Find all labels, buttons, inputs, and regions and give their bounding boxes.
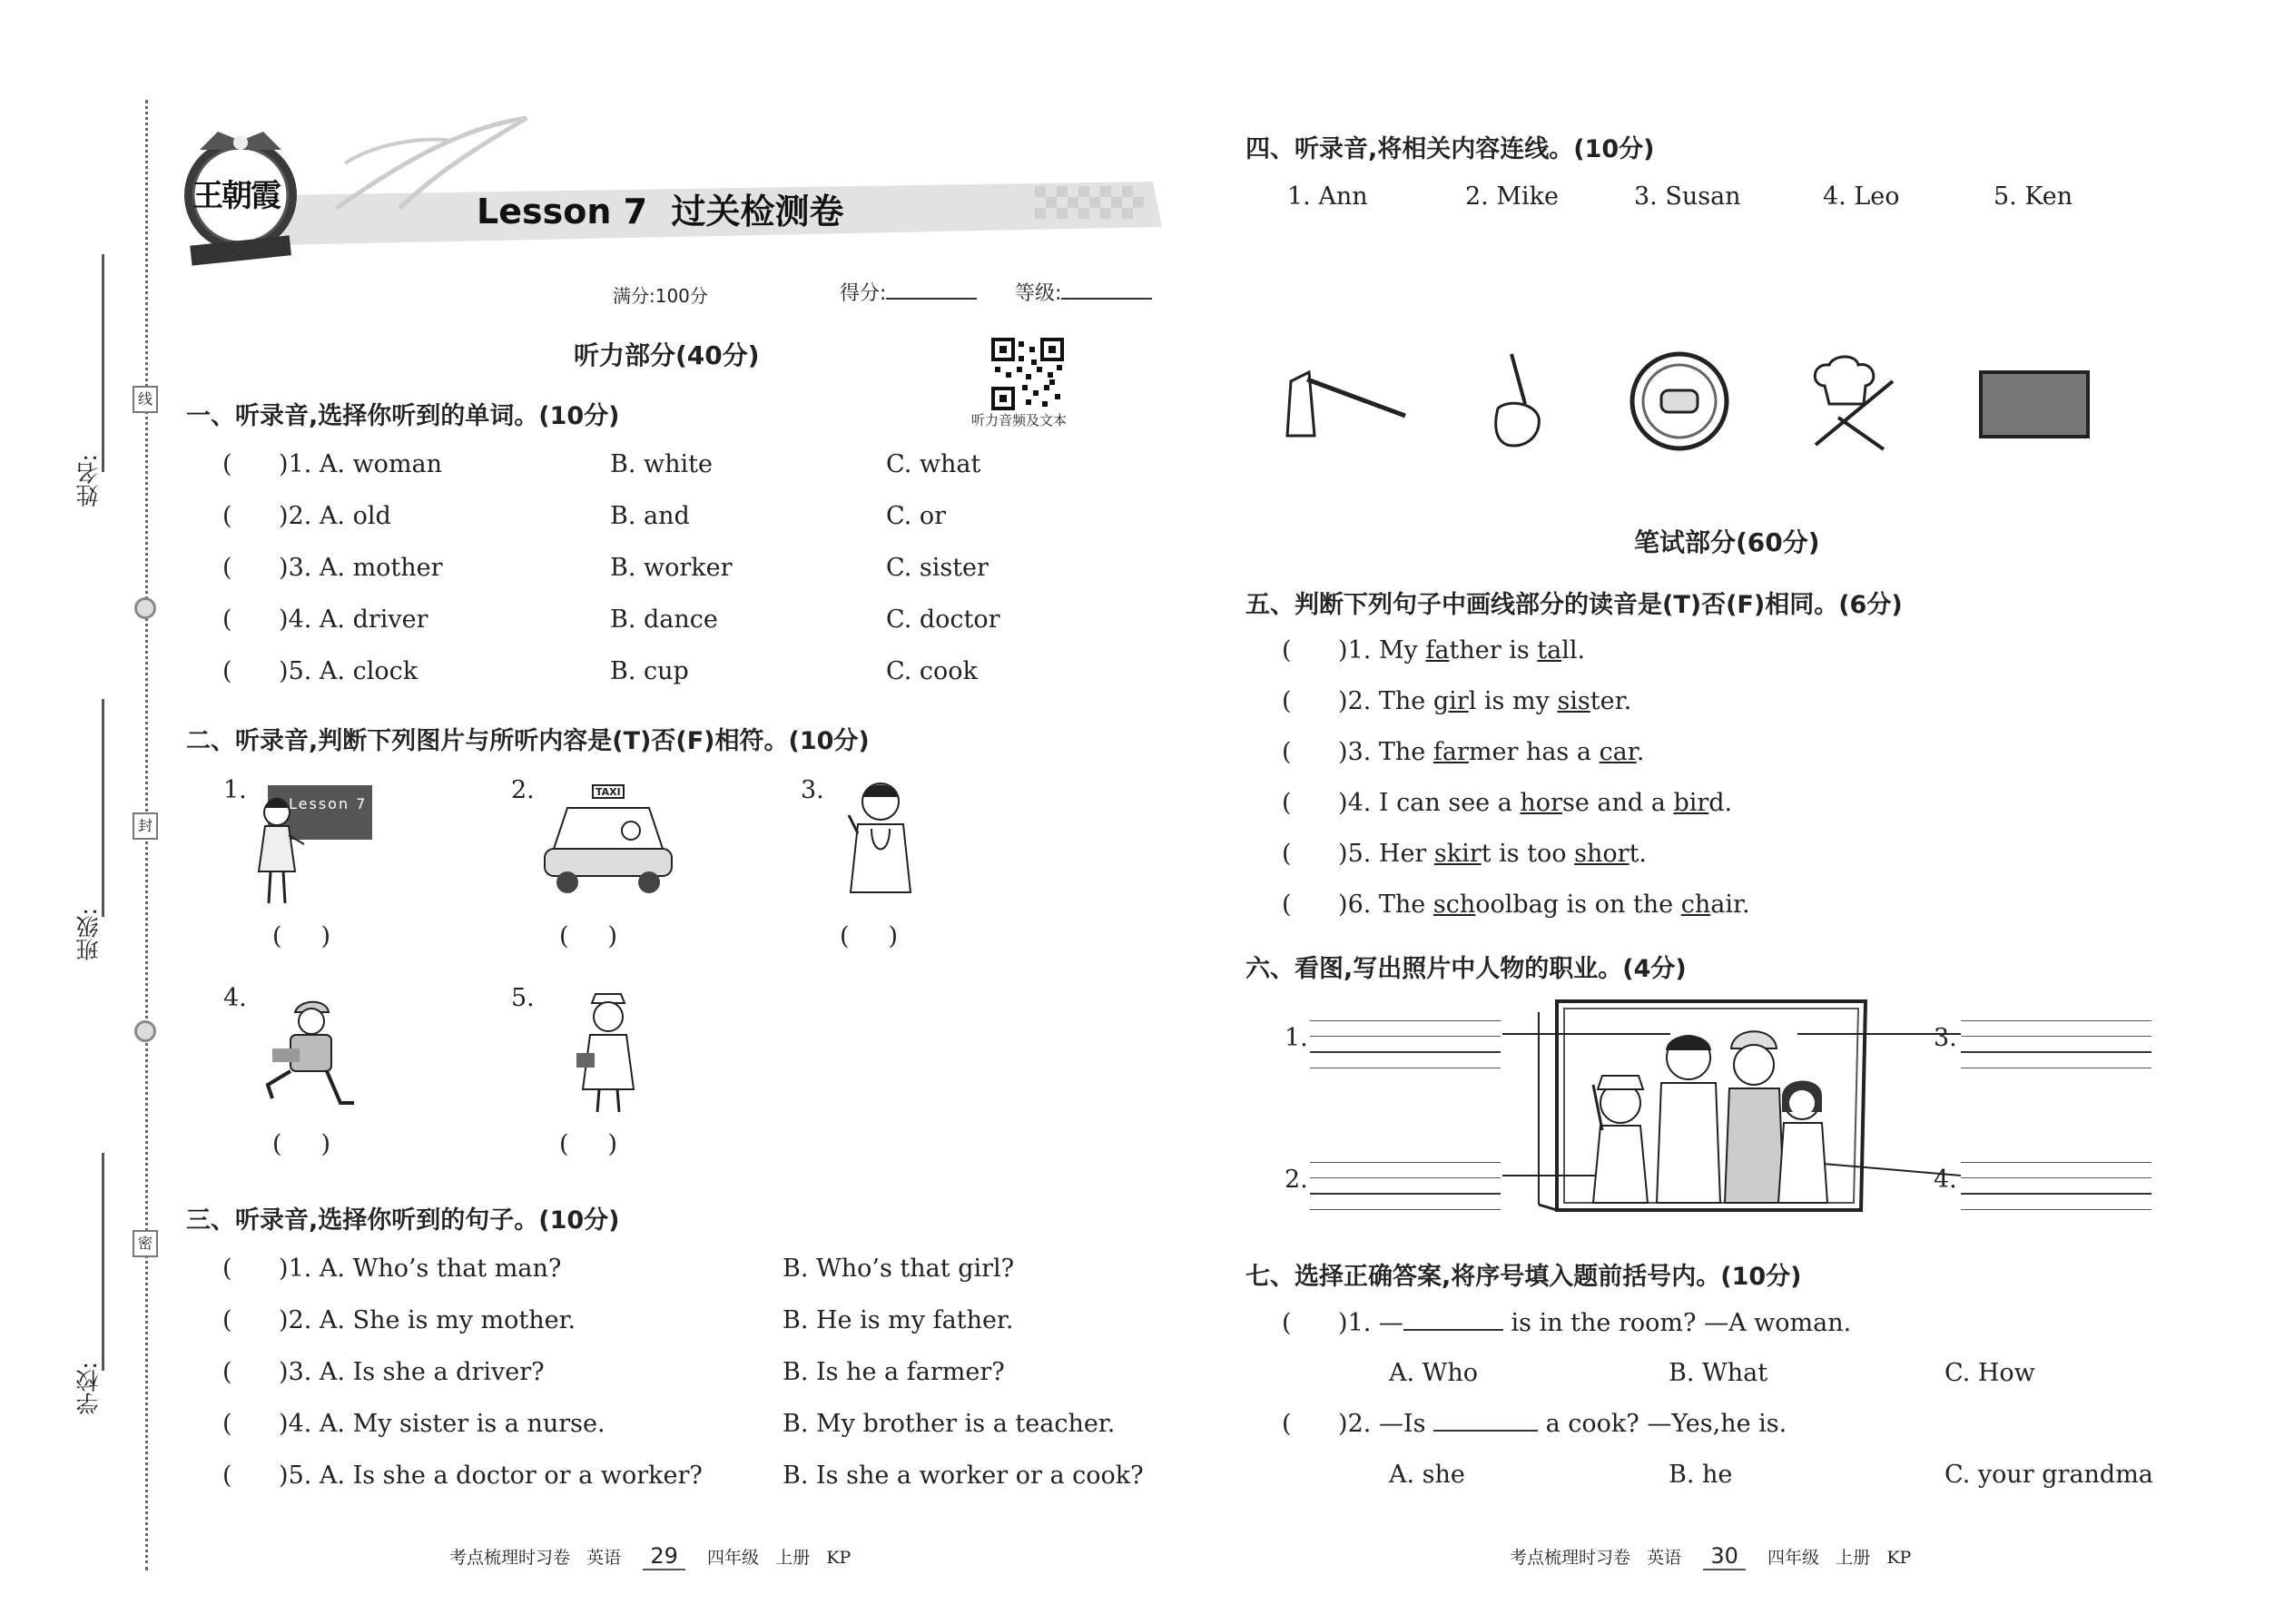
answer-bracket[interactable]: ( )	[559, 1130, 617, 1158]
sentence-mid: oolbag is on the	[1475, 891, 1681, 919]
grade-blank[interactable]	[1061, 298, 1152, 300]
underlined-part: hor	[1520, 789, 1562, 817]
syringe-hand-image[interactable]	[1471, 349, 1552, 454]
answer-bracket[interactable]: (	[1282, 636, 1339, 664]
part1-row-3-b: B. worker	[610, 554, 733, 582]
blackboard-image[interactable]	[1979, 370, 2090, 438]
doctor-image	[831, 779, 930, 906]
part1-row-5-b: B. cup	[610, 657, 689, 685]
part3-heading: 三、听录音,选择你听到的句子。(10分)	[186, 1206, 620, 1235]
writing-lines-2[interactable]	[1310, 1147, 1501, 1210]
footer-grade: 四年级	[1767, 1548, 1820, 1568]
steering-wheel-image[interactable]	[1625, 349, 1734, 454]
match-name-1[interactable]: 1. Ann	[1287, 182, 1368, 211]
option-a: )1. A. woman	[279, 450, 443, 478]
q2-option-b: B. he	[1669, 1461, 1733, 1489]
footer-subject: 英语	[1647, 1548, 1682, 1568]
fill-blank[interactable]	[1433, 1430, 1538, 1432]
name-label: 姓名:	[75, 454, 102, 507]
seal-char-2: 封	[133, 812, 158, 840]
part7-q2	[1282, 1410, 1787, 1438]
part3-row-4	[222, 1410, 605, 1438]
option-a: )5. A. Is she a doctor or a worker?	[279, 1462, 703, 1490]
sentence-end: ll.	[1561, 636, 1586, 664]
part3-row-5	[222, 1462, 703, 1490]
q1-option-a: A. Who	[1389, 1359, 1479, 1387]
underlined-part: shor	[1574, 840, 1629, 868]
option-a: )3. A. mother	[279, 554, 443, 582]
part1-row-1-c: C. what	[886, 450, 981, 478]
answer-bracket[interactable]: (	[1282, 687, 1339, 715]
qr-caption: 听力音频及文本	[971, 412, 1068, 428]
brand-logo-text: 王朝霞	[192, 178, 280, 214]
part1-row-5	[222, 657, 418, 685]
footer-term: 上册	[775, 1548, 811, 1568]
underlined-part: sis	[1557, 687, 1590, 715]
answer-bracket[interactable]: (	[222, 1255, 280, 1283]
writing-lines-1[interactable]	[1310, 1006, 1501, 1068]
hoe-image[interactable]	[1280, 363, 1407, 445]
sentence-end: air.	[1710, 891, 1750, 919]
writing-lines-4[interactable]	[1961, 1147, 2151, 1210]
sentence-start: )5. Her	[1338, 840, 1434, 868]
option-a: )2. A. old	[279, 502, 391, 530]
pic-number-4: 4.	[223, 984, 247, 1012]
match-name-3[interactable]: 3. Susan	[1634, 182, 1741, 211]
option-a: )2. A. She is my mother.	[279, 1306, 576, 1334]
nurse-image	[563, 989, 654, 1117]
part3-row-1	[222, 1255, 561, 1283]
part3-row-5-b: B. Is she a worker or a cook?	[783, 1462, 1144, 1490]
answer-bracket[interactable]: (	[1282, 891, 1339, 919]
answer-bracket[interactable]: (	[1282, 1410, 1339, 1438]
answer-bracket[interactable]: (	[222, 554, 280, 582]
footer-edition: KP	[826, 1548, 852, 1568]
answer-bracket[interactable]: (	[222, 502, 280, 530]
school-label: 学校:	[75, 1362, 102, 1415]
footer-subject: 英语	[586, 1548, 622, 1568]
part5-row-4	[1282, 789, 1732, 817]
question-end: is in the room? —A woman.	[1502, 1309, 1852, 1337]
answer-bracket[interactable]: (	[222, 605, 280, 634]
option-a: )1. A. Who’s that man?	[279, 1255, 562, 1283]
part3-row-2	[222, 1306, 576, 1334]
sentence-start: )1. My	[1338, 636, 1426, 664]
part3-row-3-b: B. Is he a farmer?	[783, 1358, 1005, 1386]
writing-section-title: 笔试部分(60分)	[1634, 527, 1820, 557]
part1-row-1-b: B. white	[610, 450, 713, 478]
part7-q1	[1282, 1309, 1851, 1337]
answer-bracket[interactable]: (	[222, 1358, 280, 1386]
sentence-end: .	[1636, 738, 1645, 766]
seal-char-3: 密	[133, 1230, 158, 1257]
chef-hat-utensils-image[interactable]	[1802, 354, 1902, 454]
writing-lines-3[interactable]	[1961, 1006, 2151, 1068]
sentence-mid: mer has a	[1468, 738, 1600, 766]
answer-bracket[interactable]: (	[1282, 1309, 1339, 1337]
label-1: 1.	[1285, 1024, 1308, 1052]
option-a: )3. A. Is she a driver?	[279, 1358, 545, 1386]
sentence-mid: l is my	[1468, 687, 1558, 715]
gutter-school-line	[102, 1153, 104, 1371]
answer-bracket[interactable]: (	[1282, 738, 1339, 766]
q1-option-c: C. How	[1944, 1359, 2035, 1387]
answer-bracket[interactable]: (	[222, 450, 280, 478]
sentence-end: t.	[1629, 840, 1647, 868]
question-start: )1. —	[1338, 1309, 1403, 1337]
underlined-part: sch	[1433, 891, 1476, 919]
part3-row-2-b: B. He is my father.	[783, 1306, 1014, 1334]
sentence-start: )2. The	[1338, 687, 1433, 715]
part3-row-4-b: B. My brother is a teacher.	[783, 1410, 1116, 1438]
option-a: )4. A. My sister is a nurse.	[279, 1410, 605, 1438]
underlined-part: far	[1433, 738, 1469, 766]
blackboard-text: Lesson 7	[289, 795, 368, 812]
footer-right	[1510, 1543, 1911, 1569]
match-name-2[interactable]: 2. Mike	[1465, 182, 1559, 211]
q2-option-c: C. your grandma	[1944, 1461, 2153, 1489]
underlined-part: gir	[1433, 687, 1469, 715]
part5-row-5	[1282, 840, 1647, 868]
seal-char-1: 线	[133, 386, 158, 413]
part1-row-2-b: B. and	[610, 502, 690, 530]
underlined-part: fa	[1425, 636, 1450, 664]
part1-row-4-c: C. doctor	[886, 605, 1000, 634]
part2-heading: 二、听录音,判断下列图片与所听内容是(T)否(F)相符。(10分)	[186, 727, 870, 755]
question-end: a cook? —Yes,he is.	[1538, 1410, 1787, 1438]
worker-image	[254, 994, 372, 1112]
grade-label	[1015, 278, 1152, 306]
label-3: 3.	[1934, 1024, 1957, 1052]
underlined-part: ch	[1680, 891, 1711, 919]
part3-row-3	[222, 1358, 545, 1386]
label-2: 2.	[1285, 1166, 1308, 1194]
answer-bracket[interactable]: (	[222, 657, 280, 685]
full-score: 满分:100分	[613, 285, 708, 307]
gutter-binding-hole-icon	[134, 597, 156, 619]
score-label	[840, 278, 977, 306]
answer-bracket[interactable]: ( )	[272, 1130, 330, 1158]
taxi-image	[540, 781, 676, 899]
sentence-start: )4. I can see a	[1338, 789, 1521, 817]
gutter-binding-hole-icon	[134, 1020, 156, 1042]
answer-bracket[interactable]: (	[1282, 840, 1339, 868]
footer-left	[449, 1543, 851, 1569]
answer-bracket[interactable]: ( )	[272, 922, 330, 950]
listening-section-title: 听力部分(40分)	[574, 340, 760, 370]
page-number: 30	[1703, 1543, 1746, 1570]
footer-grade: 四年级	[707, 1548, 760, 1568]
underlined-part: skir	[1433, 840, 1482, 868]
q1-option-b: B. What	[1669, 1359, 1768, 1387]
part5-heading: 五、判断下列句子中画线部分的读音是(T)否(F)相同。(6分)	[1245, 591, 1903, 619]
option-a: )4. A. driver	[279, 605, 428, 634]
page-number: 29	[643, 1543, 685, 1570]
footer-edition: KP	[1886, 1548, 1912, 1568]
match-name-5[interactable]: 5. Ken	[1994, 182, 2073, 211]
part1-row-4	[222, 605, 428, 634]
answer-bracket[interactable]: (	[1282, 789, 1339, 817]
part1-heading: 一、听录音,选择你听到的单词。(10分)	[186, 402, 620, 430]
part6-heading: 六、看图,写出照片中人物的职业。(4分)	[1245, 955, 1687, 983]
page-title: Lesson 7 过关检测卷	[477, 192, 844, 231]
label-4: 4.	[1934, 1166, 1957, 1194]
underlined-part: ta	[1537, 636, 1562, 664]
fill-blank[interactable]	[1403, 1329, 1503, 1331]
q2-option-a: A. she	[1389, 1461, 1465, 1489]
part1-row-3-c: C. sister	[886, 554, 989, 582]
footer-term: 上册	[1836, 1548, 1871, 1568]
sentence-end: d.	[1708, 789, 1733, 817]
part5-row-2	[1282, 687, 1631, 715]
score-blank[interactable]	[886, 298, 977, 300]
answer-bracket[interactable]: (	[222, 1410, 280, 1438]
gutter-name-line	[102, 254, 104, 472]
part5-row-6	[1282, 891, 1750, 919]
underlined-part: bir	[1673, 789, 1709, 817]
sentence-end: ter.	[1590, 687, 1632, 715]
class-label: 班级:	[75, 908, 102, 961]
sentence-start: )6. The	[1338, 891, 1433, 919]
part1-row-1	[222, 450, 442, 478]
pic-number-2: 2.	[511, 776, 535, 804]
answer-bracket[interactable]: ( )	[840, 922, 898, 950]
part4-heading: 四、听录音,将相关内容连线。(10分)	[1245, 135, 1655, 163]
pic-number-5: 5.	[511, 984, 535, 1012]
match-name-4[interactable]: 4. Leo	[1823, 182, 1900, 211]
part7-heading: 七、选择正确答案,将序号填入题前括号内。(10分)	[1245, 1263, 1802, 1291]
taxi-sign-text: TAXI	[596, 786, 621, 798]
sentence-mid: t is too	[1481, 840, 1575, 868]
occupation-photo-frame-image	[1502, 994, 1961, 1216]
footer-book: 考点梳理时习卷	[1510, 1548, 1631, 1568]
footer-book: 考点梳理时习卷	[449, 1548, 571, 1568]
pic-number-3: 3.	[801, 776, 824, 804]
score-label-text: 得分:	[840, 282, 887, 305]
sentence-start: )3. The	[1338, 738, 1433, 766]
pic-number-1: 1.	[223, 776, 247, 804]
sentence-mid: se and a	[1561, 789, 1674, 817]
part1-row-3	[222, 554, 443, 582]
part1-row-2-c: C. or	[886, 502, 947, 530]
part5-row-3	[1282, 738, 1644, 766]
answer-bracket[interactable]: ( )	[559, 922, 617, 950]
gutter-class-line	[102, 699, 104, 917]
part1-row-2	[222, 502, 391, 530]
answer-bracket[interactable]: (	[222, 1306, 280, 1334]
question-start: )2. —Is	[1338, 1410, 1434, 1438]
grade-label-text: 等级:	[1015, 282, 1062, 305]
sentence-mid: ther is	[1449, 636, 1538, 664]
part5-row-1	[1282, 636, 1585, 664]
part1-row-5-c: C. cook	[886, 657, 978, 685]
part3-row-1-b: B. Who’s that girl?	[783, 1255, 1015, 1283]
option-a: )5. A. clock	[279, 657, 418, 685]
qr-code-icon[interactable]	[991, 338, 1064, 410]
underlined-part: car	[1599, 738, 1637, 766]
answer-bracket[interactable]: (	[222, 1462, 280, 1490]
part1-row-4-b: B. dance	[610, 605, 718, 634]
